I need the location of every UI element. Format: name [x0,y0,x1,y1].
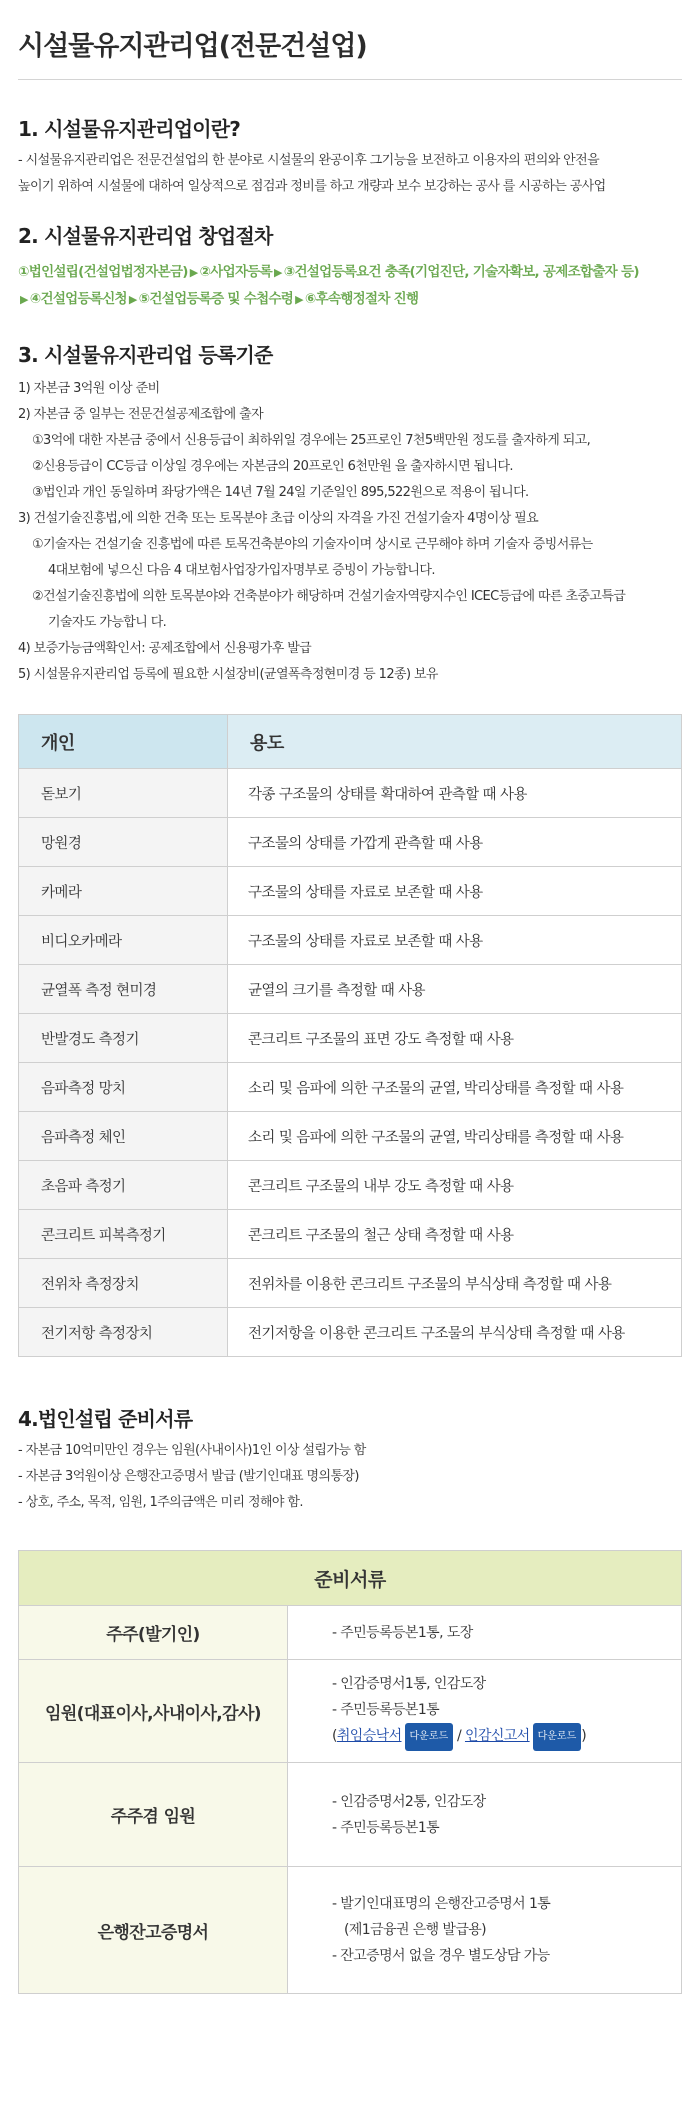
document-line: - 잔고증명서 없을 경우 별도상담 가능 [332,1948,550,1964]
arrow-right-icon: ▶ [295,293,303,306]
documents-list [288,1867,682,1994]
equipment-table [18,714,682,1357]
equipment-name: 균열폭 측정 현미경 [19,965,228,1014]
arrow-right-icon: ▶ [20,293,28,306]
equipment-name: 비디오카메라 [19,916,228,965]
criteria-subitem: ②신용등급이 CC등급 이상일 경우에는 자본금의 20프로인 6천만원 을 출자하시면 됩니다. [32,459,513,474]
step-3: ③건설업등록요건 충족(기업진단, 기술자확보, 공제조합출자 등) [283,264,639,280]
table-row [19,1210,682,1259]
document-line: - 주민등록등본1통, 도장 [332,1624,473,1641]
section1-description [18,148,682,200]
step-1: ①법인설립(건설업법정자본금) [18,264,188,280]
document-line: - 인감증명서2통, 인감도장 [332,1793,486,1810]
documents-header: 준비서류 [19,1551,682,1606]
table-row [19,1112,682,1161]
table-row [19,1763,682,1867]
link-separator: / [453,1728,465,1744]
equipment-usage: 콘크리트 구조물의 표면 강도 측정할 때 사용 [228,1014,682,1063]
document-line: - 인감증명서1통, 인감도장 [332,1676,486,1692]
table-row [19,818,682,867]
criteria-subitem-continued: 기술자도 가능합니 다. [48,615,167,630]
equipment-usage: 전기저항을 이용한 콘크리트 구조물의 부식상태 측정할 때 사용 [228,1308,682,1357]
seal-registration-link[interactable]: 인감신고서 [464,1728,530,1744]
equipment-usage: 구조물의 상태를 자료로 보존할 때 사용 [228,916,682,965]
page-title: 시설물유지관리업(전문건설업) [18,31,367,62]
equipment-name: 반발경도 측정기 [19,1014,228,1063]
criteria-subitem: ①기술자는 건설기술 진흥법에 따른 토목건축분야의 기술자이며 상시로 근무해야 하며 기술자 증빙서류는 [32,537,593,552]
table-row [19,916,682,965]
registration-criteria [18,376,682,688]
equipment-usage: 전위차를 이용한 콘크리트 구조물의 부식상태 측정할 때 사용 [228,1259,682,1308]
startup-steps [18,259,682,313]
download-links [332,1723,681,1751]
criteria-item: 1) 자본금 3억원 이상 준비 [18,381,160,396]
equipment-usage: 구조물의 상태를 가깝게 관측할 때 사용 [228,818,682,867]
document-line: (제1금융권 은행 발급용) [344,1922,487,1938]
role-label: 주주(발기인) [19,1606,288,1660]
step-5: ⑤건설업등록증 및 수첩수령 [138,291,294,307]
close-paren: ) [581,1728,587,1744]
equipment-name: 카메라 [19,867,228,916]
equipment-usage: 콘크리트 구조물의 철근 상태 측정할 때 사용 [228,1210,682,1259]
open-paren: ( [332,1728,337,1744]
table-row [19,1867,682,1994]
criteria-item: 2) 자본금 중 일부는 전문건설공제조합에 출자 [18,407,264,422]
criteria-subitem: ①3억에 대한 자본금 중에서 신용등급이 최하위일 경우에는 25프로인 7천5백만원 정도를 출자하게 되고, [32,433,591,448]
table-row [19,1161,682,1210]
role-label: 은행잔고증명서 [19,1867,288,1994]
criteria-item: 4) 보증가능금액확인서: 공제조합에서 신용평가후 발급 [18,641,312,656]
title-divider [18,79,682,80]
table-row [19,1063,682,1112]
download-button[interactable]: 다운로드 [533,1723,582,1751]
document-line: - 주민등록등본1통 [332,1819,440,1836]
table-row [19,1660,682,1763]
table-row [19,1014,682,1063]
criteria-subitem-continued: 4대보험에 넣으신 다음 4 대보험사업장가입자명부로 증빙이 가능합니다. [48,563,435,578]
section2-heading: 2. 시설물유지관리업 창업절차 [18,224,273,248]
required-documents-table [18,1550,682,1994]
section1-line: - 시설물유지관리업은 전문건설업의 한 분야로 시설물의 완공이후 그기능을 보전하고 이용자의 편의와 안전을 [18,153,600,168]
role-label: 주주겸 임원 [19,1763,288,1867]
download-button[interactable]: 다운로드 [405,1723,454,1751]
role-label: 임원(대표이사,사내이사,감사) [19,1660,288,1763]
section4-heading: 4.법인설립 준비서류 [18,1407,193,1431]
equipment-usage: 소리 및 음파에 의한 구조물의 균열, 박리상태를 측정할 때 사용 [228,1063,682,1112]
equipment-name: 음파측정 체인 [19,1112,228,1161]
steps-line-2 [18,286,682,313]
step-2: ②사업자등록 [199,264,272,280]
arrow-right-icon: ▶ [273,266,282,279]
arrow-right-icon: ▶ [189,266,198,279]
equipment-name: 망원경 [19,818,228,867]
steps-line-1 [18,259,682,286]
table-row [19,1606,682,1660]
equipment-usage: 소리 및 음파에 의한 구조물의 균열, 박리상태를 측정할 때 사용 [228,1112,682,1161]
incorporation-notes [18,1438,682,1516]
criteria-subitem: ②건설기술진흥법에 의한 토목분야와 건축분야가 해당하며 건설기술자역량지수인 ICEC등급에 따른 초중고특급 [32,589,626,604]
criteria-item: 3) 건설기술진흥법,에 의한 건축 또는 토목분야 초급 이상의 자격을 가진 건설기술자 4명이상 필요 [18,511,539,526]
column-header-usage: 용도 [228,715,682,769]
documents-list [288,1606,682,1660]
equipment-usage: 구조물의 상태를 자료로 보존할 때 사용 [228,867,682,916]
equipment-usage: 각종 구조물의 상태를 확대하여 관측할 때 사용 [228,769,682,818]
arrow-right-icon: ▶ [128,293,137,306]
table-row [19,1259,682,1308]
section1-line: 높이기 위하여 시설물에 대하여 일상적으로 점검과 정비를 하고 개량과 보수 보강하는 공사 를 시공하는 공사업 [18,179,606,194]
document-line: - 발기인대표명의 은행잔고증명서 1통 [332,1896,551,1912]
equipment-table-header [19,715,682,769]
section3-heading: 3. 시설물유지관리업 등록기준 [18,343,273,367]
section1-heading: 1. 시설물유지관리업이란? [18,117,241,141]
equipment-name: 콘크리트 피복측정기 [19,1210,228,1259]
equipment-name: 전기저항 측정장치 [19,1308,228,1357]
documents-list [288,1660,682,1763]
equipment-name: 초음파 측정기 [19,1161,228,1210]
step-6: ⑥후속행정절차 진행 [304,291,419,307]
document-line: - 주민등록등본1통 [332,1702,440,1718]
note-line: - 상호, 주소, 목적, 임원, 1주의금액은 미리 정해야 함. [18,1495,303,1510]
note-line: - 자본금 10억미만인 경우는 임원(사내이사)1인 이상 설립가능 함 [18,1443,366,1458]
column-header-item: 개인 [19,715,228,769]
note-line: - 자본금 3억원이상 은행잔고증명서 발급 (발기인대표 명의통장) [18,1469,359,1484]
equipment-name: 음파측정 망치 [19,1063,228,1112]
table-row [19,965,682,1014]
criteria-item: 5) 시설물유지관리업 등록에 필요한 시설장비(균열폭측정현미경 등 12종) 보유 [18,667,438,682]
documents-list [288,1763,682,1867]
table-row [19,769,682,818]
table-row [19,1308,682,1357]
equipment-usage: 균열의 크기를 측정할 때 사용 [228,965,682,1014]
documents-table-header [19,1551,682,1606]
equipment-usage: 콘크리트 구조물의 내부 강도 측정할 때 사용 [228,1161,682,1210]
table-row [19,867,682,916]
equipment-name: 전위차 측정장치 [19,1259,228,1308]
equipment-name: 돋보기 [19,769,228,818]
criteria-subitem: ③법인과 개인 동일하며 좌당가액은 14년 7월 24일 기준일인 895,522원으로 적용이 됩니다. [32,485,529,500]
step-4: ④건설업등록신청 [29,291,127,307]
acceptance-form-link[interactable]: 취임승낙서 [336,1728,402,1744]
